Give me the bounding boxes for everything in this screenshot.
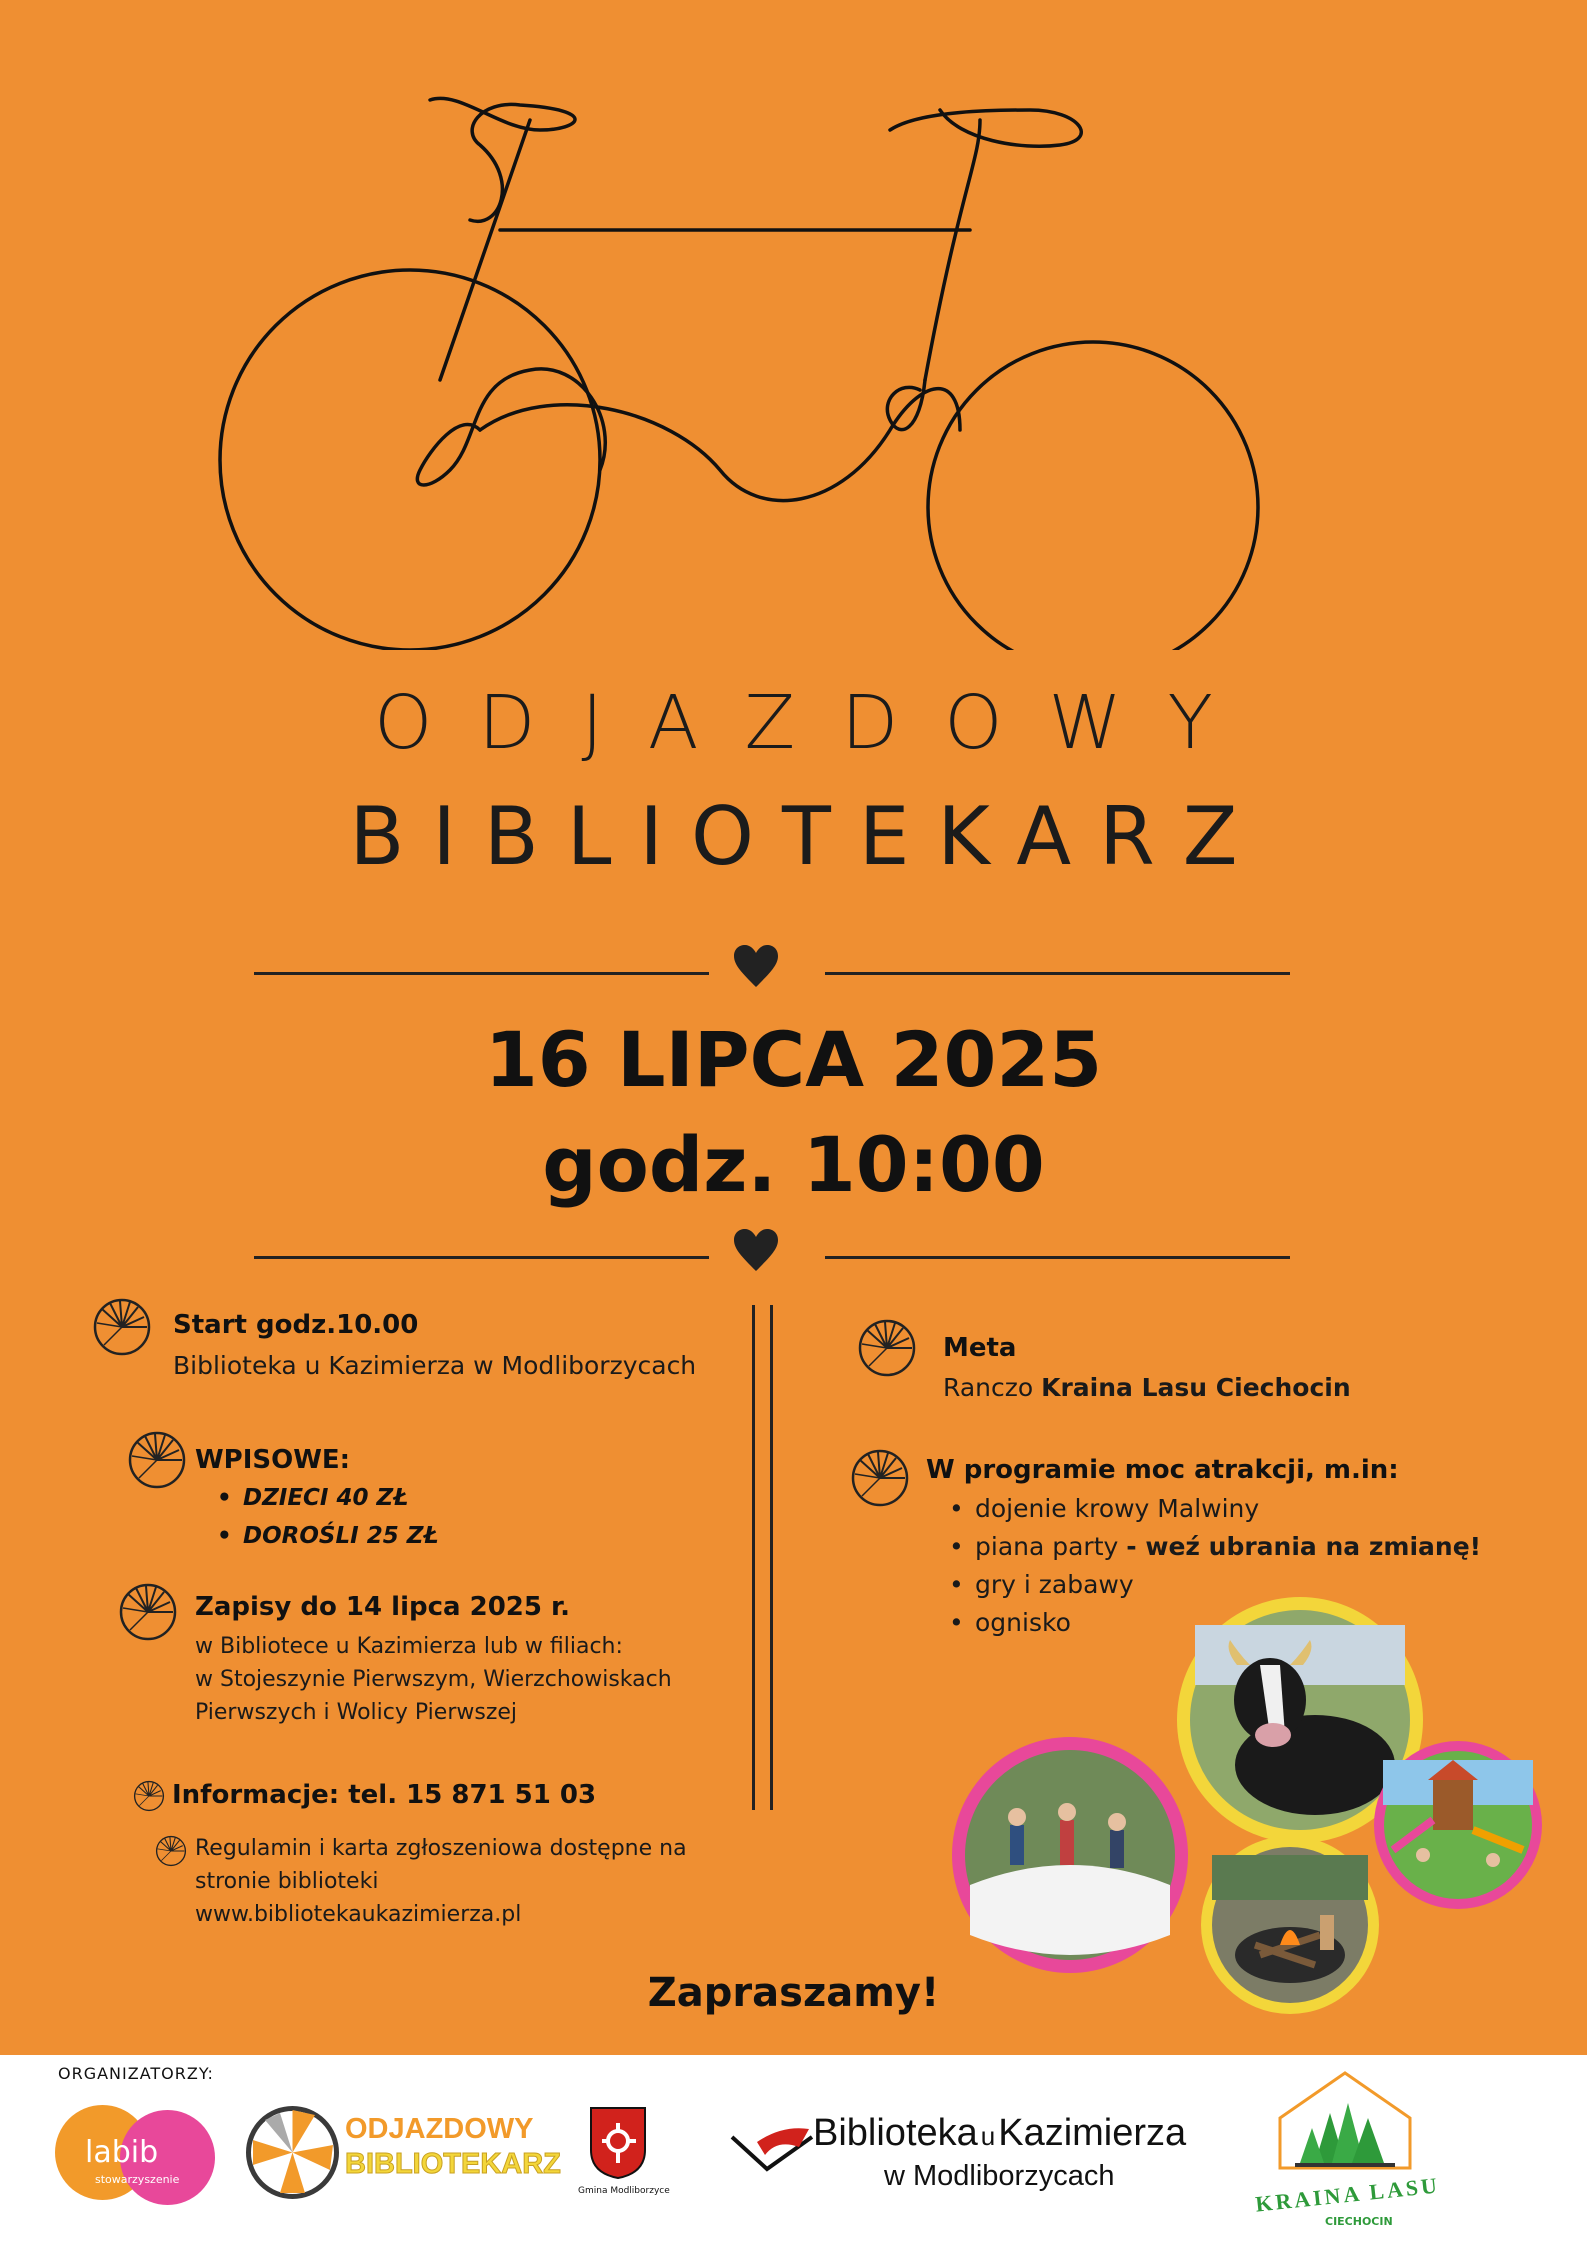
signup-line-2: w Stojeszynie Pierwszym, Wierzchowiskach xyxy=(195,1667,672,1692)
finish-heading: Meta xyxy=(943,1333,1017,1363)
bicycle-wheel-icon xyxy=(155,1835,187,1867)
fee-item-adults: • DOROŚLI 25 ZŁ xyxy=(213,1517,439,1555)
program-note: - weź ubrania na zmianę! xyxy=(1126,1532,1482,1561)
signup-line-1: w Bibliotece u Kazimierza lub w filiach: xyxy=(195,1634,623,1659)
kraina-lasu-sub: CIECHOCIN xyxy=(1325,2215,1393,2228)
divider-left-bottom xyxy=(254,1256,709,1259)
heart-icon xyxy=(732,1227,780,1275)
playground-photo xyxy=(1373,1740,1543,1910)
fee-item-children: • DZIECI 40 ZŁ xyxy=(213,1479,439,1517)
rules-line-1: Regulamin i karta zgłoszeniowa dostępne na xyxy=(195,1836,687,1861)
column-divider-left xyxy=(752,1305,755,1810)
event-time: godz. 10:00 xyxy=(542,1120,1045,1209)
fee-list xyxy=(213,1479,439,1555)
photo-collage xyxy=(950,1595,1550,1995)
program-item xyxy=(945,1528,1481,1566)
event-date: 16 LIPCA 2025 xyxy=(484,1015,1103,1104)
divider-right-bottom xyxy=(825,1256,1290,1259)
gmina-crest-icon xyxy=(588,2105,648,2180)
divider-right-top xyxy=(825,972,1290,975)
finish-place-name: Kraina Lasu Ciechocin xyxy=(1041,1373,1351,1402)
bicycle-wheel-icon xyxy=(127,1430,187,1490)
program-item-text: piana party xyxy=(975,1532,1127,1561)
labib-logo-text: labib xyxy=(85,2135,159,2170)
closing-text: Zapraszamy! xyxy=(647,1970,940,2016)
rules-line-2: stronie biblioteki xyxy=(195,1869,379,1894)
start-place: Biblioteka u Kazimierza w Modliborzycach xyxy=(173,1351,697,1380)
title-line-2: BIBLIOTEKARZ xyxy=(349,790,1266,883)
start-heading: Start godz.10.00 xyxy=(173,1310,419,1340)
title-line-1: ODJAZDOWY xyxy=(374,680,1259,766)
divider-left-top xyxy=(254,972,709,975)
labib-logo xyxy=(55,2095,225,2210)
bicycle-illustration xyxy=(200,50,1280,650)
finish-place xyxy=(943,1370,1351,1406)
program-item: • ognisko xyxy=(945,1604,1481,1642)
gmina-label: Gmina Modliborzyce xyxy=(578,2186,670,2196)
bicycle-wheel-icon xyxy=(118,1582,178,1642)
library-name-b: u xyxy=(980,2121,996,2151)
signup-line-3: Pierwszych i Wolicy Pierwszej xyxy=(195,1700,518,1725)
fee-heading: WPISOWE: xyxy=(195,1445,351,1475)
odjazdowy-logo-line-1: ODJAZDOWY xyxy=(345,2113,534,2145)
odjazdowy-wheel-logo-icon xyxy=(245,2105,340,2200)
library-name-c: Kazimierza xyxy=(998,2112,1187,2154)
column-divider-right xyxy=(770,1305,773,1810)
signup-heading: Zapisy do 14 lipca 2025 r. xyxy=(195,1592,571,1622)
kraina-lasu-logo-icon xyxy=(1270,2068,1420,2178)
program-heading: W programie moc atrakcji, m.in: xyxy=(926,1455,1399,1485)
kraina-lasu-name: KRAINA LASU xyxy=(1254,2172,1441,2217)
bicycle-wheel-icon xyxy=(850,1448,910,1508)
library-logo-location: w Modliborzycach xyxy=(884,2160,1115,2192)
program-item: • gry i zabawy xyxy=(945,1566,1481,1604)
heart-icon xyxy=(732,943,780,991)
program-item: • dojenie krowy Malwiny xyxy=(945,1490,1481,1528)
bicycle-wheel-icon xyxy=(133,1780,165,1812)
library-logo-icon xyxy=(727,2117,817,2177)
bicycle-wheel-icon xyxy=(857,1318,917,1378)
library-name-a: Biblioteka xyxy=(813,2112,978,2154)
organizers-label: ORGANIZATORZY: xyxy=(58,2064,214,2083)
library-logo-name xyxy=(813,2112,1186,2155)
finish-prefix: Ranczo xyxy=(943,1373,1042,1402)
odjazdowy-logo-line-2: BIBLIOTEKARZ xyxy=(345,2148,561,2180)
labib-logo-sub: stowarzyszenie xyxy=(95,2173,180,2186)
info-heading: Informacje: tel. 15 871 51 03 xyxy=(172,1780,597,1810)
website-link[interactable]: www.bibliotekaukazimierza.pl xyxy=(195,1902,522,1927)
foam-party-photo xyxy=(950,1735,1190,1975)
bicycle-wheel-icon xyxy=(92,1297,152,1357)
